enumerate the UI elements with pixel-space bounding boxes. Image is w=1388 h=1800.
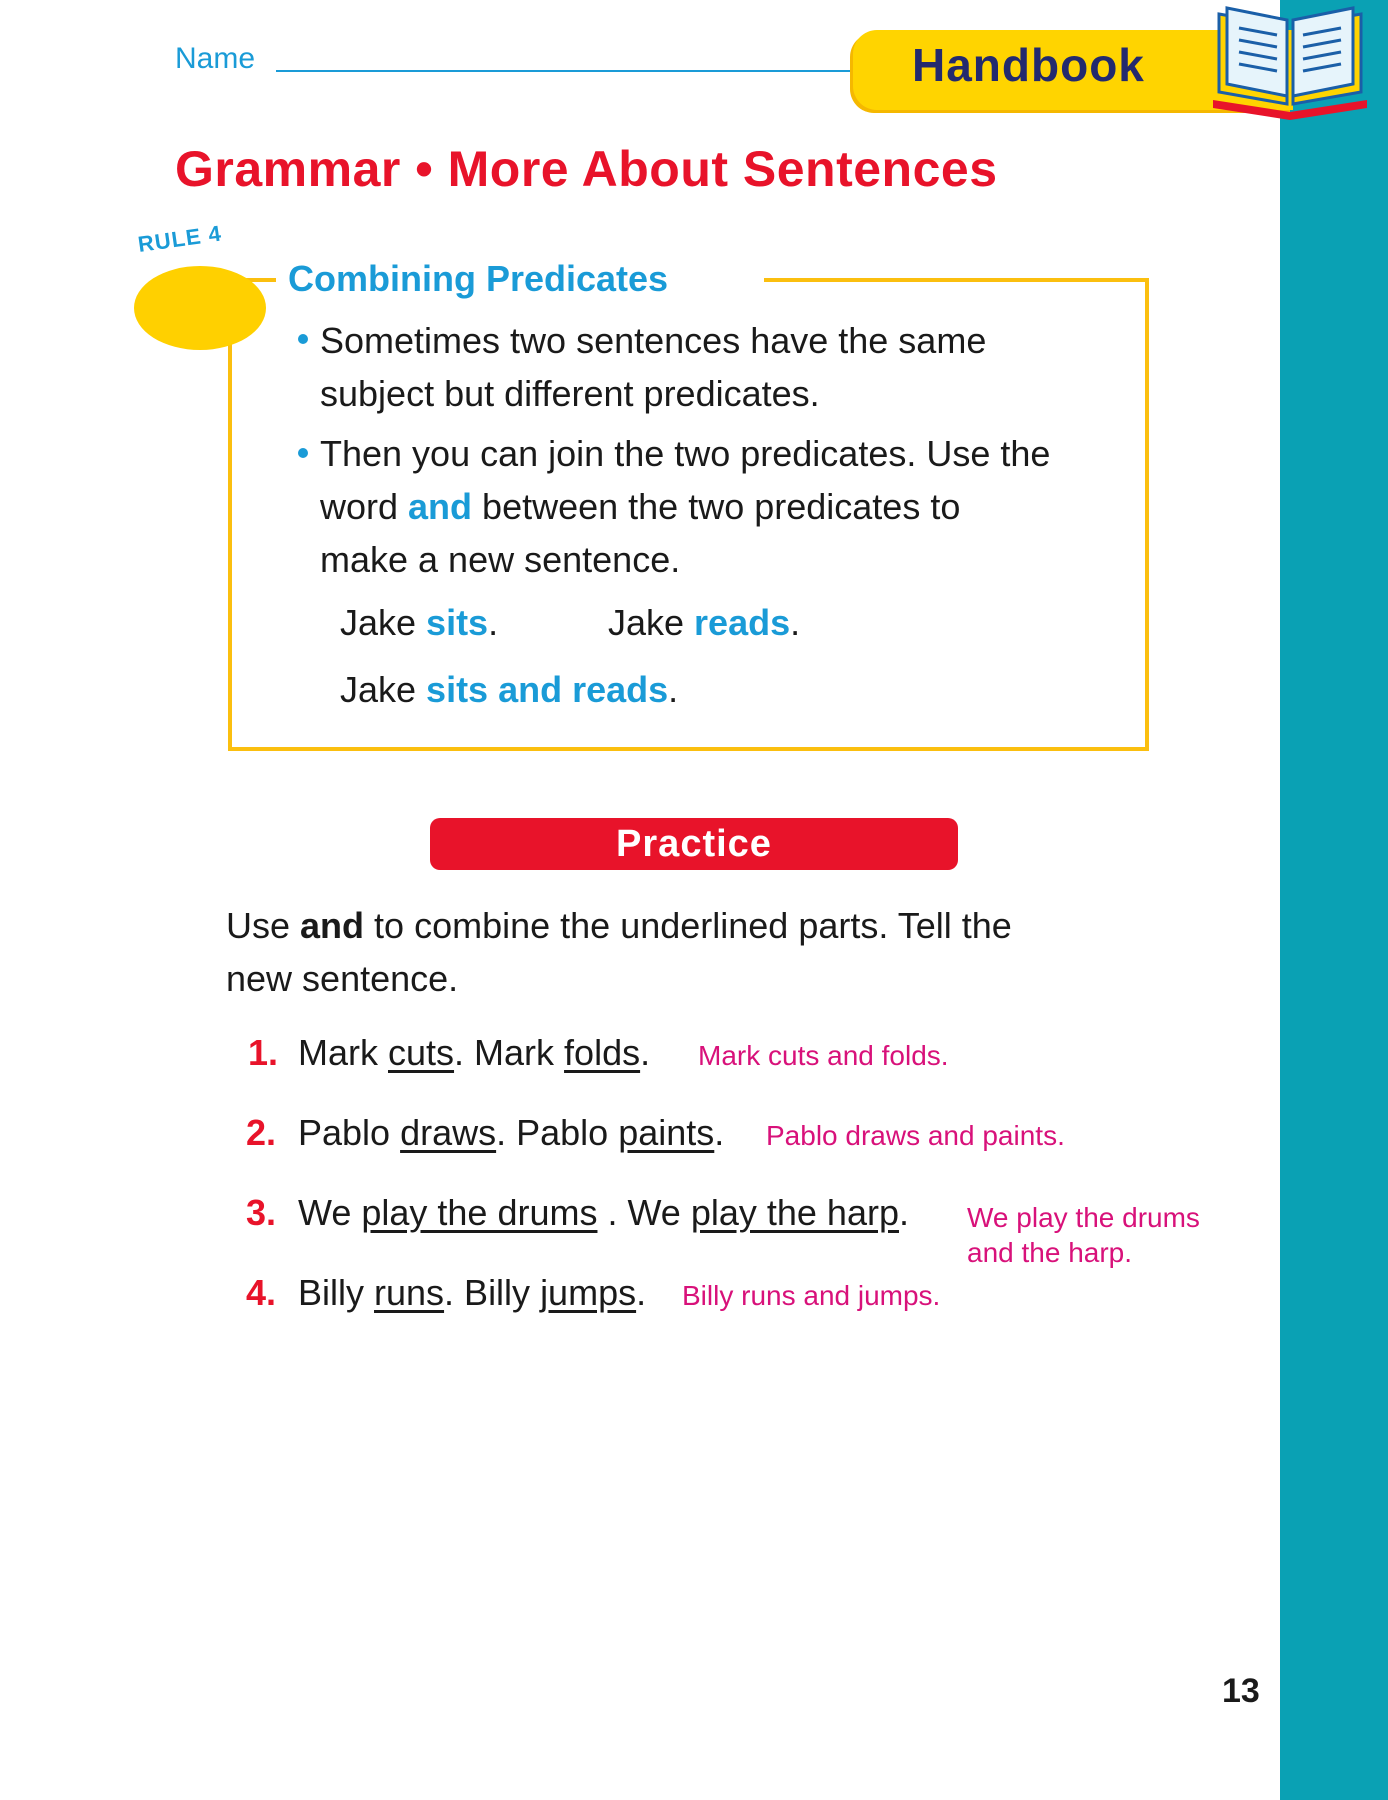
- bold-and: and: [300, 905, 365, 946]
- bullet-line: subject but different predicates.: [320, 373, 820, 414]
- practice-instructions: Use and to combine the underlined parts. Tell the new sentence.: [226, 905, 1012, 999]
- answer-2: Pablo draws and paints.: [766, 1120, 1065, 1151]
- page-title: Grammar • More About Sentences: [175, 141, 998, 197]
- open-book-icon: [1205, 0, 1375, 120]
- practice-item-3: We play the drums . We play the harp.: [298, 1192, 909, 1233]
- rule-badge: [134, 266, 266, 350]
- answer-4: Billy runs and jumps.: [682, 1280, 941, 1311]
- practice-item-4: Billy runs. Billy jumps.: [298, 1272, 647, 1313]
- practice-item-2: Pablo draws. Pablo paints.: [298, 1112, 725, 1153]
- combined-predicate: sits and reads: [426, 669, 669, 710]
- item-number: 3.: [246, 1192, 277, 1233]
- page-number: 13: [1222, 1672, 1260, 1710]
- handbook-label: Handbook: [912, 39, 1145, 91]
- rule-bullet-2: [320, 427, 1050, 586]
- example-verb: sits: [426, 602, 489, 643]
- bullet-line: Then you can join the two predicates. Use the: [320, 433, 1051, 474]
- rule-bullet-1: [320, 314, 986, 420]
- highlight-and: and: [408, 486, 473, 527]
- answer-3: We play the drums and the harp.: [967, 1202, 1200, 1268]
- name-write-line: [276, 70, 856, 72]
- example-2: Jake reads.: [608, 602, 801, 643]
- bullet-line: word and between the two predicates to: [320, 486, 961, 527]
- rule-number-label: RULE 4: [136, 220, 224, 258]
- bullet-line: make a new sentence.: [320, 539, 681, 580]
- practice-item-1: Mark cuts. Mark folds.: [298, 1032, 651, 1073]
- answer-1: Mark cuts and folds.: [698, 1040, 949, 1071]
- item-number: 1.: [248, 1032, 279, 1073]
- example-1: Jake sits.: [340, 602, 499, 643]
- practice-heading: Practice: [616, 823, 772, 865]
- rule-heading: Combining Predicates: [288, 258, 669, 299]
- example-combined: Jake sits and reads.: [340, 669, 679, 710]
- item-number: 2.: [246, 1112, 277, 1153]
- example-verb: reads: [694, 602, 791, 643]
- bullet-dot: [298, 448, 308, 458]
- item-number: 4.: [246, 1272, 277, 1313]
- name-label: Name: [175, 42, 256, 75]
- bullet-dot: [298, 334, 308, 344]
- bullet-line: Sometimes two sentences have the same: [320, 320, 987, 361]
- side-color-strip: [1280, 0, 1388, 1800]
